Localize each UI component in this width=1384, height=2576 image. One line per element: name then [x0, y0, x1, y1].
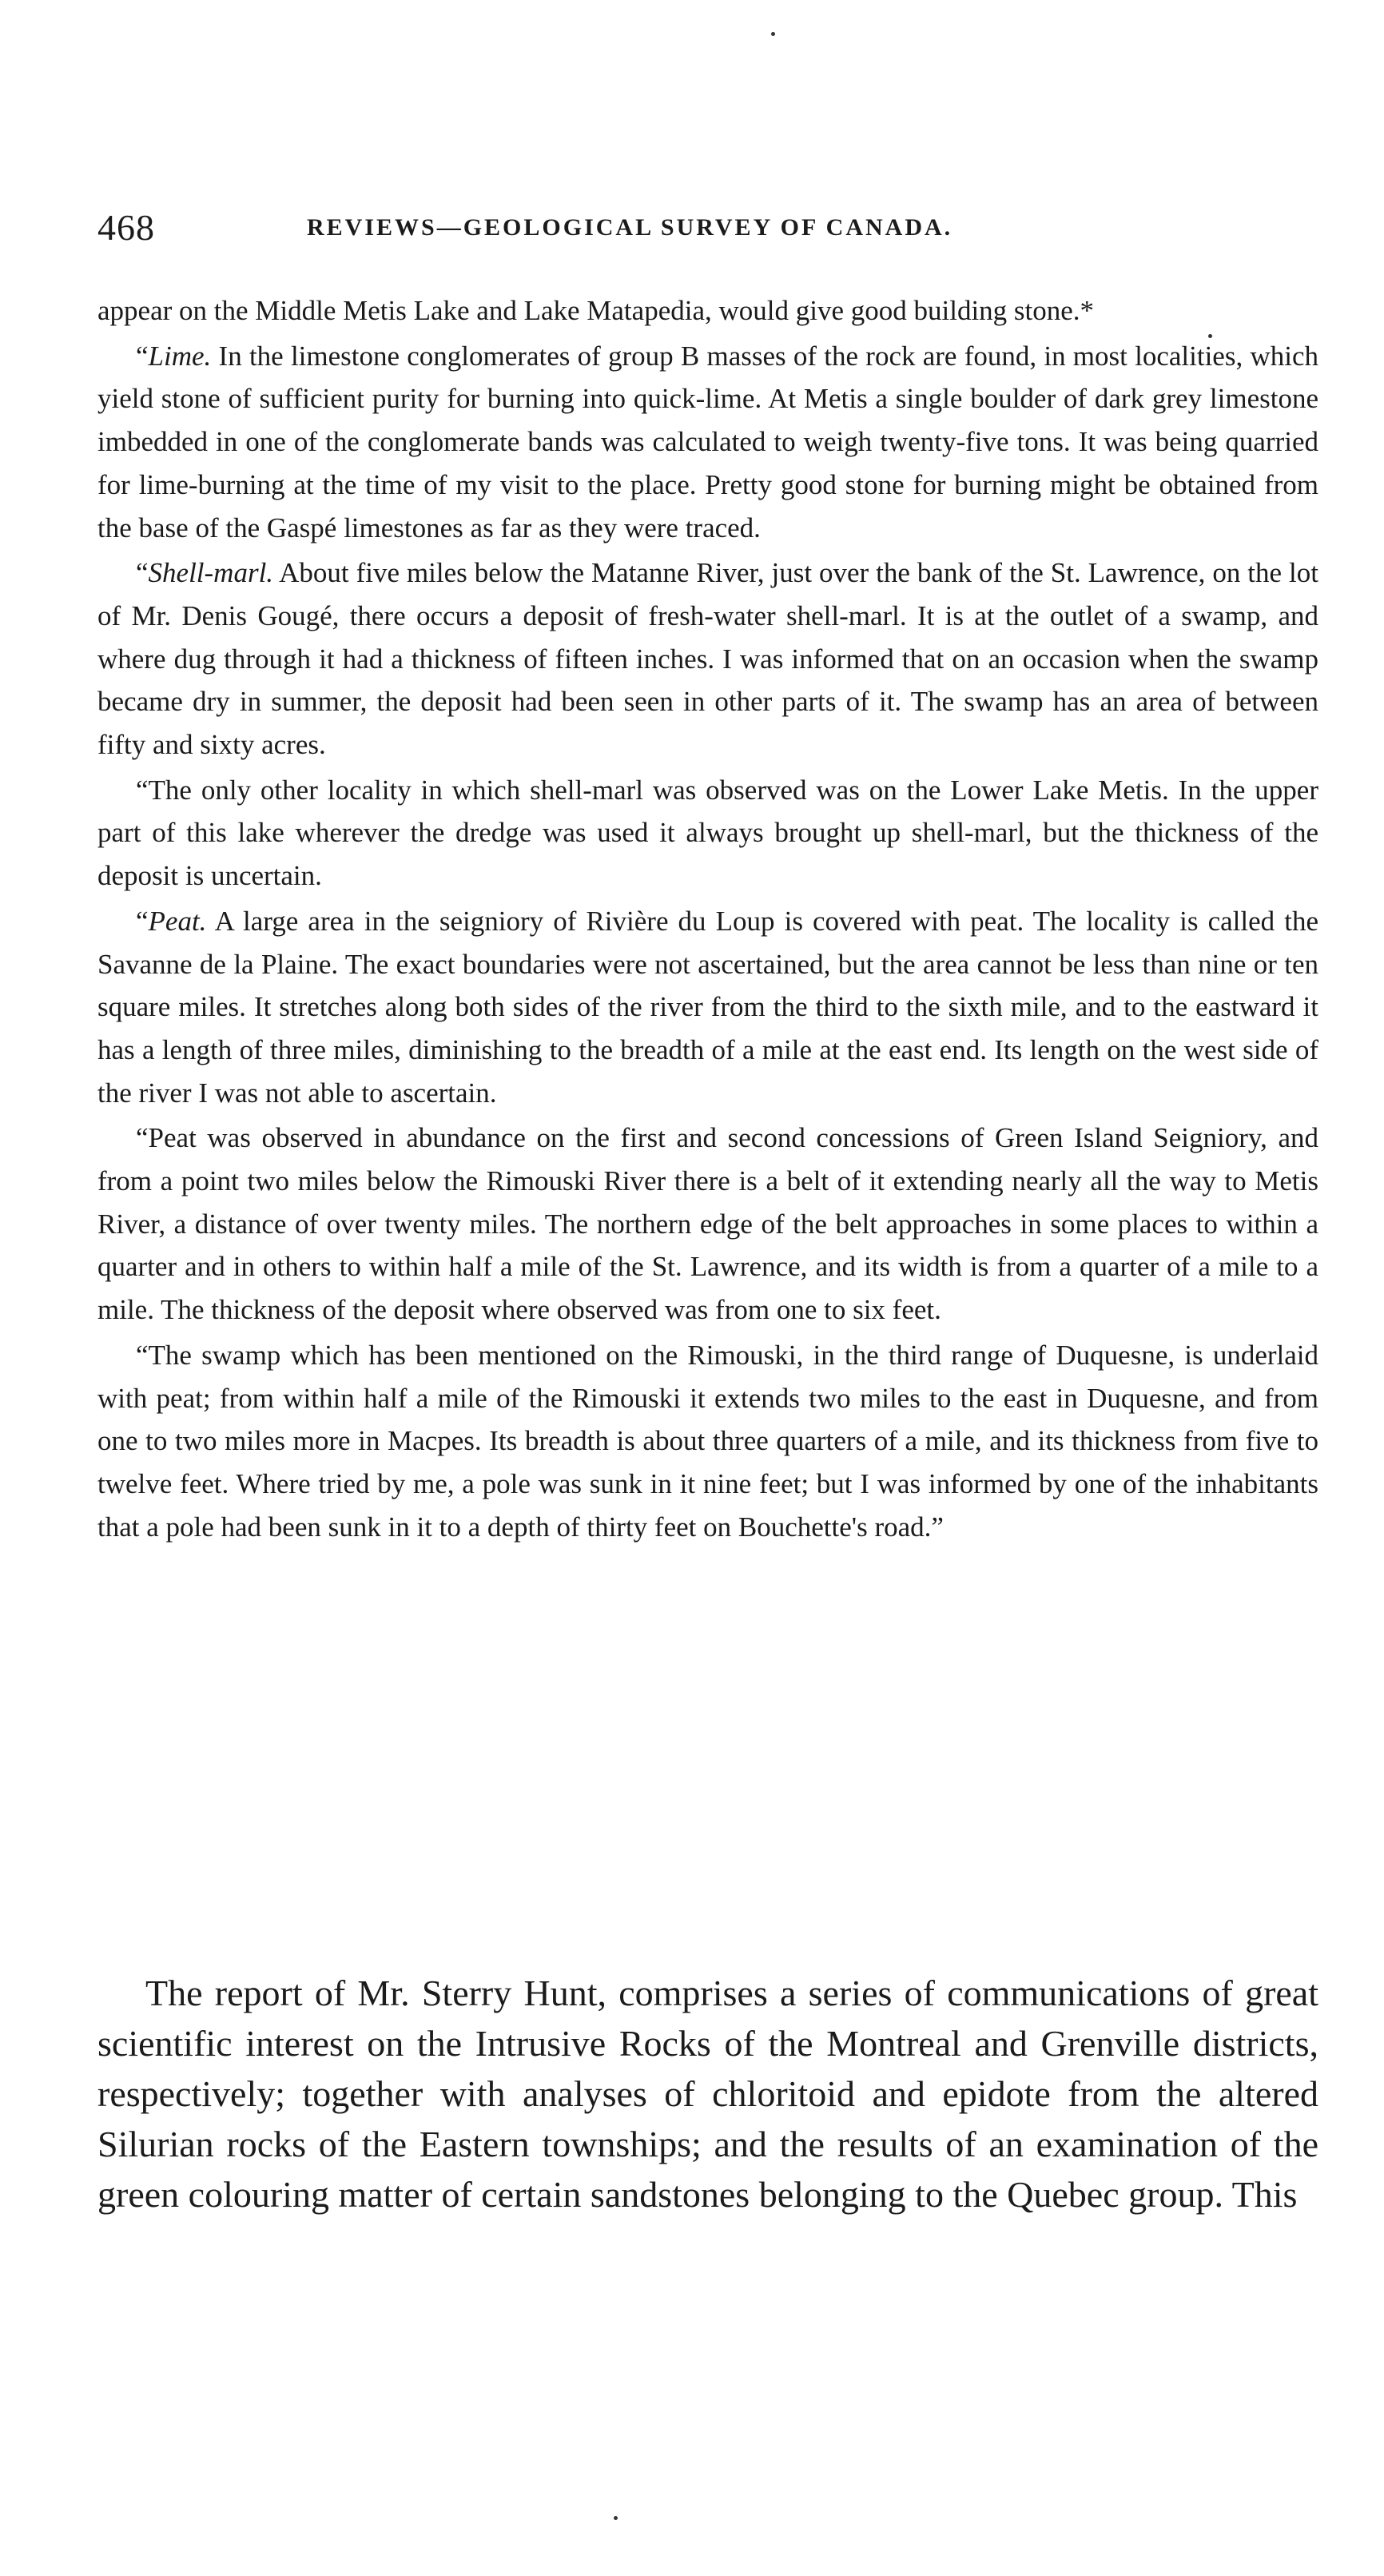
scan-speck: [771, 32, 775, 36]
paragraph-text: About five miles below the Matanne River, just over the bank of the St. Lawrence, on the lot of Mr. Denis Gougé, there occurs a deposit of fresh-water shell-marl. It is at the outlet of a swamp, and where dug through it had a thickness of fifteen inches. I was informed that on an occasion when the swamp became dry in summer, the deposit had been seen in other parts of it. The swamp has an area of between fifty and sixty acres.: [97, 557, 1318, 761]
paragraph-rimouski-swamp: “The swamp which has been mentioned on the Rimouski, in the third range of Duquesne, is underlaid with peat; from within half a mile of the Rimouski it extends two miles to the east in Duquesne, and from one to two miles more in Macpes. Its breadth is about three quarters of a mile, and its thickness from five to twelve feet. Where tried by me, a pole was sunk in it nine feet; but I was informed by one of the inhabitants that a pole had been sunk in it to a depth of thirty feet on Bouchette's road.”: [97, 1339, 1318, 1543]
paragraph-continuation: appear on the Middle Metis Lake and Lake Matapedia, would give good building stone.*: [97, 295, 1095, 326]
open-quote: “: [136, 905, 149, 937]
running-head: REVIEWS—GEOLOGICAL SURVEY OF CANADA.: [307, 214, 953, 241]
section-heading-peat: Peat.: [148, 905, 207, 937]
section-heading-lime: Lime.: [148, 340, 212, 372]
scan-speck: [614, 2516, 618, 2520]
paragraph-lime: [97, 335, 1318, 550]
main-body-text: [97, 1968, 1318, 2220]
quoted-extract: [97, 289, 1318, 1551]
paragraph-green-island: “Peat was observed in abundance on the first and second concessions of Green Island Seigniory, and from a point two miles below the Rimouski River there is a belt of it extending nearly all the way to Metis River, a distance of over twenty miles. The northern edge of the belt approaches in some places to within a quarter and in others to within half a mile of the St. Lawrence, and its width is from a quarter of a mile to a mile. The thickness of the deposit where observed was from one to six feet.: [97, 1122, 1318, 1326]
paragraph-sterry-hunt-report: The report of Mr. Sterry Hunt, comprises a series of communications of great scientific interest on the Intrusive Rocks of the Montreal and Grenville districts, respectively; together with analyses of chloritoid and epidote from the altered Silurian rocks of the Eastern townships; and the results of an examination of the green colouring matter of certain sandstones belonging to the Quebec group. This: [97, 1973, 1318, 2215]
paragraph-shell-marl: [97, 551, 1318, 766]
paragraph-lower-lake-metis: “The only other locality in which shell-marl was observed was on the Lower Lake Metis. In the upper part of this lake wherever the dredge was used it always brought up shell-marl, but the thickness of the deposit is uncertain.: [97, 774, 1318, 892]
paragraph-peat: [97, 900, 1318, 1115]
paragraph-text: In the limestone conglomerates of group B masses of the rock are found, in most localities, which yield stone of sufficient purity for burning into quick-lime. At Metis a single boulder of dark grey limestone imbedded in one of the conglomerate bands was calculated to weigh twenty-five tons. It was being quarried for lime-burning at the time of my visit to the place. Pretty good stone for burning might be obtained from the base of the Gaspé limestones as far as they were traced.: [97, 340, 1318, 543]
page-number: 468: [97, 207, 155, 248]
section-heading-shell-marl: Shell-marl.: [148, 557, 274, 589]
paragraph-text: A large area in the seigniory of Rivière du Loup is covered with peat. The locality is called the Savanne de la Plaine. The exact boundaries were not ascertained, but the area cannot be less than nine or ten square miles. It stretches along both sides of the river from the third to the sixth mile, and to the eastward it has a length of three miles, diminishing to the breadth of a mile at the east end. Its length on the west side of the river I was not able to ascertain.: [97, 905, 1318, 1109]
open-quote: “: [136, 557, 149, 589]
page-header: [97, 206, 1312, 270]
open-quote: “: [136, 340, 149, 372]
